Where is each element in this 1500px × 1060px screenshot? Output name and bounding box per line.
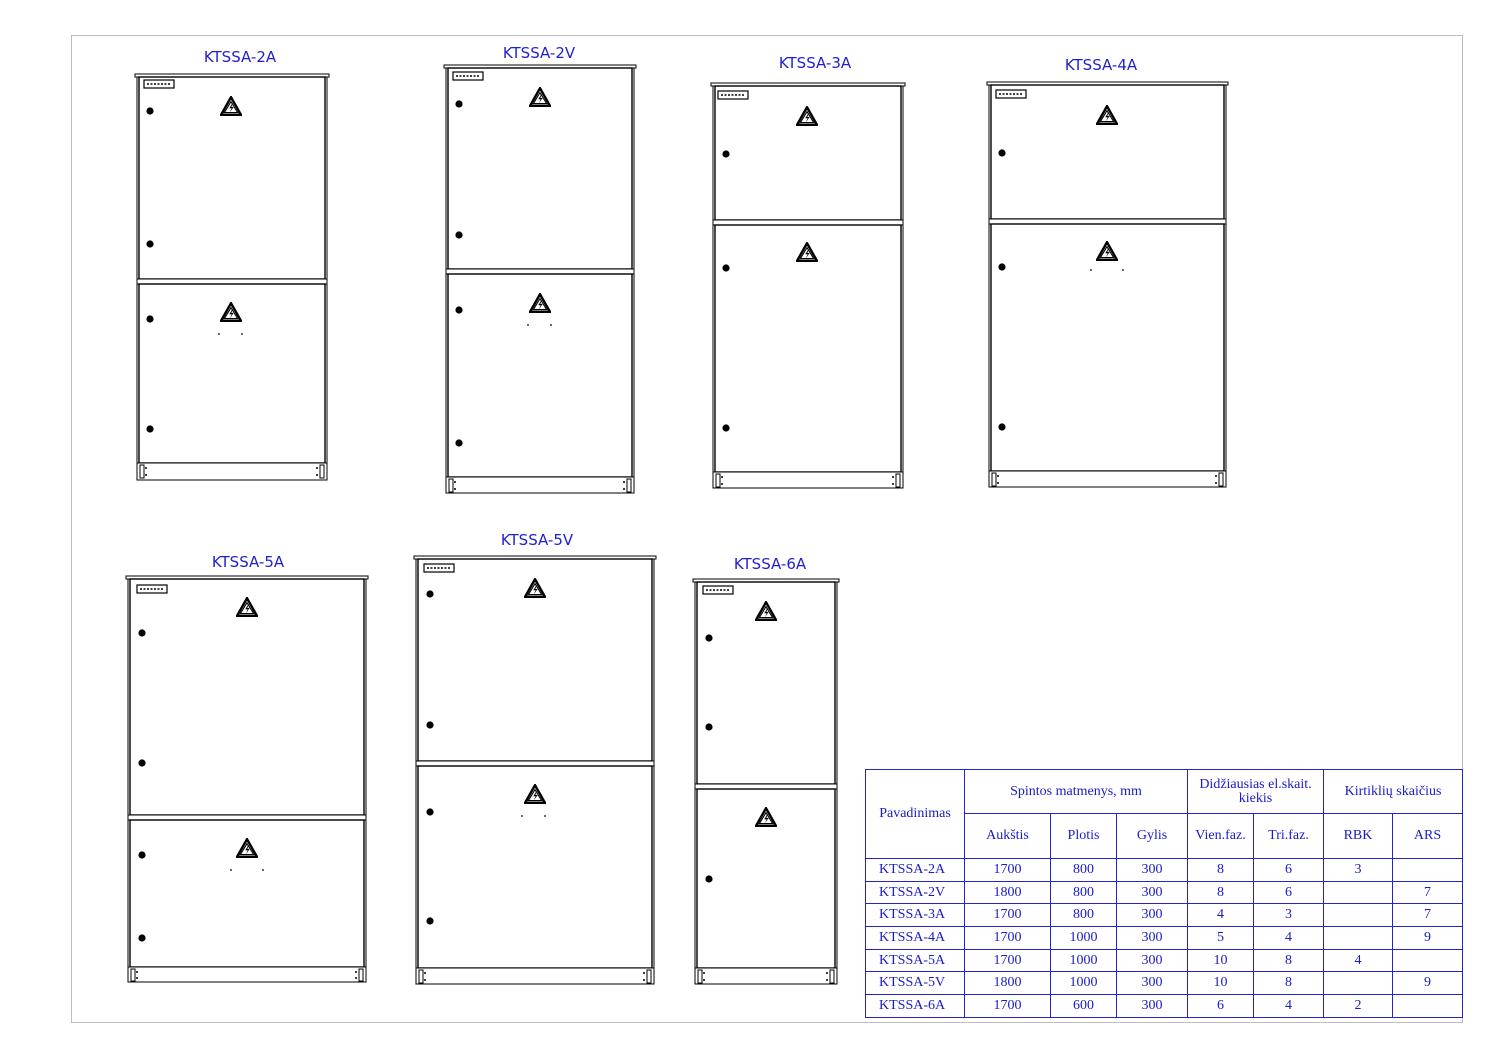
cabinet-title: KTSSA-5V xyxy=(500,531,574,549)
cell-ars xyxy=(1393,949,1463,972)
cell-height: 1800 xyxy=(965,972,1051,995)
cabinet-drawing xyxy=(414,531,656,984)
header-height: Aukštis xyxy=(965,814,1051,859)
cell-depth: 300 xyxy=(1117,859,1188,882)
cell-width: 800 xyxy=(1051,859,1117,882)
cell-single-phase: 8 xyxy=(1188,881,1254,904)
cell-three-phase: 6 xyxy=(1254,881,1324,904)
cell-ars: 7 xyxy=(1393,904,1463,927)
cell-three-phase: 8 xyxy=(1254,972,1324,995)
cell-width: 800 xyxy=(1051,881,1117,904)
header-ars: ARS xyxy=(1393,814,1463,859)
cabinet-drawing xyxy=(126,553,368,982)
cabinet-drawing xyxy=(693,555,839,984)
header-dimensions: Spintos matmenys, mm xyxy=(965,770,1188,814)
cell-name: KTSSA-4A xyxy=(866,927,965,950)
cell-width: 1000 xyxy=(1051,927,1117,950)
cell-name: KTSSA-3A xyxy=(866,904,965,927)
cell-single-phase: 6 xyxy=(1188,995,1254,1018)
header-cutters: Kirtiklių skaičius xyxy=(1324,770,1463,814)
header-three-phase: Tri.faz. xyxy=(1254,814,1324,859)
header-name: Pavadinimas xyxy=(866,770,965,859)
cell-single-phase: 8 xyxy=(1188,859,1254,882)
cell-single-phase: 4 xyxy=(1188,904,1254,927)
cell-name: KTSSA-5V xyxy=(866,972,965,995)
cabinet-title: KTSSA-2A xyxy=(203,48,277,66)
cell-rbk xyxy=(1324,904,1393,927)
table-row xyxy=(866,881,1463,904)
cabinet-title: KTSSA-4A xyxy=(1064,56,1138,74)
cell-rbk: 3 xyxy=(1324,859,1393,882)
specification-table xyxy=(865,769,1463,1018)
header-depth: Gylis xyxy=(1117,814,1188,859)
cell-three-phase: 3 xyxy=(1254,904,1324,927)
cell-width: 800 xyxy=(1051,904,1117,927)
cell-depth: 300 xyxy=(1117,927,1188,950)
header-rbk: RBK xyxy=(1324,814,1393,859)
cell-width: 1000 xyxy=(1051,972,1117,995)
cabinet-drawing xyxy=(444,44,636,493)
cell-height: 1700 xyxy=(965,949,1051,972)
cell-height: 1700 xyxy=(965,995,1051,1018)
table-row xyxy=(866,927,1463,950)
table-row xyxy=(866,904,1463,927)
cell-depth: 300 xyxy=(1117,995,1188,1018)
cell-ars xyxy=(1393,859,1463,882)
cell-single-phase: 10 xyxy=(1188,972,1254,995)
cell-depth: 300 xyxy=(1117,881,1188,904)
header-meters: Didžiausias el.skait. kiekis xyxy=(1188,770,1324,814)
cabinet-drawing xyxy=(987,56,1228,487)
cell-width: 1000 xyxy=(1051,949,1117,972)
cabinet-title: KTSSA-5A xyxy=(211,553,285,571)
table-row xyxy=(866,995,1463,1018)
cabinet-title: KTSSA-2V xyxy=(502,44,576,62)
cell-rbk xyxy=(1324,927,1393,950)
header-width: Plotis xyxy=(1051,814,1117,859)
table-row xyxy=(866,972,1463,995)
cell-ars: 9 xyxy=(1393,927,1463,950)
cell-three-phase: 6 xyxy=(1254,859,1324,882)
cell-height: 1700 xyxy=(965,859,1051,882)
cabinet-drawing xyxy=(135,48,329,480)
cell-three-phase: 8 xyxy=(1254,949,1324,972)
cell-depth: 300 xyxy=(1117,949,1188,972)
cell-name: KTSSA-5A xyxy=(866,949,965,972)
cell-depth: 300 xyxy=(1117,972,1188,995)
cabinet-title: KTSSA-6A xyxy=(733,555,807,573)
table-row xyxy=(866,949,1463,972)
cell-height: 1700 xyxy=(965,927,1051,950)
cell-name: KTSSA-6A xyxy=(866,995,965,1018)
cell-ars: 9 xyxy=(1393,972,1463,995)
cell-single-phase: 10 xyxy=(1188,949,1254,972)
cell-name: KTSSA-2V xyxy=(866,881,965,904)
cell-ars: 7 xyxy=(1393,881,1463,904)
cell-name: KTSSA-2A xyxy=(866,859,965,882)
cell-height: 1700 xyxy=(965,904,1051,927)
cell-rbk: 2 xyxy=(1324,995,1393,1018)
cell-three-phase: 4 xyxy=(1254,927,1324,950)
table-row xyxy=(866,859,1463,882)
cell-rbk xyxy=(1324,881,1393,904)
cell-width: 600 xyxy=(1051,995,1117,1018)
cell-height: 1800 xyxy=(965,881,1051,904)
cell-depth: 300 xyxy=(1117,904,1188,927)
cabinet-title: KTSSA-3A xyxy=(778,54,852,72)
cell-single-phase: 5 xyxy=(1188,927,1254,950)
cell-rbk: 4 xyxy=(1324,949,1393,972)
cell-three-phase: 4 xyxy=(1254,995,1324,1018)
cell-rbk xyxy=(1324,972,1393,995)
header-single-phase: Vien.faz. xyxy=(1188,814,1254,859)
cell-ars xyxy=(1393,995,1463,1018)
cabinet-drawing xyxy=(711,54,905,488)
